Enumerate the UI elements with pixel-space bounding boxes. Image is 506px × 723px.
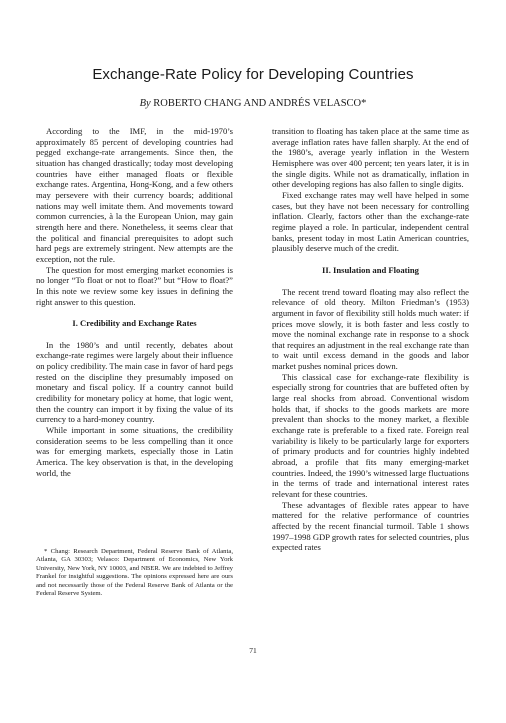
body-paragraph: Fixed exchange rates may well have helped in some cases, but they have not been necessary for controlling inflation. Clearly, factors other than the exchange-rate regime played a role. In particular, independent central banks, present today in most Latin American countries, plausibly deserve much of the credit. [272, 189, 469, 254]
body-paragraph: While important in some situations, the credibility consideration seems to be less compelling than it once was for emerging markets, especially those in Latin America. The key observation is that, in the developing world, the [36, 425, 233, 478]
right-column [272, 126, 469, 553]
footnote-text: * Chang: Research Department, Federal Reserve Bank of Atlanta, Atlanta, GA 30303; Velasco: Department of Economics, New York University, New York, NY 10003, and NBER. We are indebted to Jeffrey Frankel for insightful suggestions. The opinions expressed here are ours and not necessarily those of the Federal Reserve Bank of Atlanta or the Federal Reserve System. [36, 548, 233, 598]
body-paragraph: The recent trend toward floating may also reflect the relevance of old theory. Milton Friedman’s (1953) argument in favor of flexibility still holds much water: if prices move slowly, it is both faster and less costly to move the nominal exchange rate in response to a shock that requires an adjustment in the real exchange rate than to wait until excess demand in the goods and labor market pushes nominal prices down. [272, 286, 469, 372]
paper-title: Exchange-Rate Policy for Developing Countries [92, 66, 414, 83]
body-paragraph: These advantages of flexible rates appear to have mattered for the relative performance of countries affected by the recent financial turmoil. Table 1 shows 1997–1998 GDP growth rates for selected countries, plus expected rates [272, 499, 469, 553]
left-column [36, 126, 233, 478]
section-heading: I. Credibility and Exchange Rates [72, 318, 197, 329]
author-names: ROBERTO CHANG AND ANDRÉS VELASCO* [153, 98, 367, 109]
body-paragraph: The question for most emerging market economies is no longer “To float or not to float?” but “How to float?” In this note we review some key issues in defining the right answer to this question. [36, 264, 233, 307]
author-line [0, 98, 506, 109]
section-heading: II. Insulation and Floating [322, 264, 419, 275]
body-paragraph: According to the IMF, in the mid-1970’s approximately 85 percent of developing countries had pegged exchange-rate arrangements. Since then, the situation has changed drastically; today most developing countries have either managed floats or flexible exchange rates. Argentina, Hong-Kong, and a few others may persevere with their currency boards; additional nations may well imitate them. And movements toward common currencies, à la the European Union, may gain strength here and there. Nonetheless, it seems clear that the political and financial prerequisites to adopt such hard pegs are extremely stringent. New attempts are the exception, not the rule. [36, 126, 233, 264]
footnote [36, 548, 233, 598]
body-paragraph: This classical case for exchange-rate flexibility is especially strong for countries that are buffeted often by large real shocks from abroad. Conventional wisdom holds that, if shocks to the goods markets are more prevalent than shocks to the money market, a flexible exchange rate is preferable to a fixed rate. Foreign real variability is likely to be particularly large for exporters of primary products and for countries highly indebted abroad, a profile that fits many emerging-market countries. Indeed, the 1990’s witnessed large fluctuations in the terms of trade and international interest rates relevant for these countries. [272, 371, 469, 499]
body-paragraph: In the 1980’s and until recently, debates about exchange-rate regimes were largely about their influence on policy credibility. The main case in favor of hard pegs rested on the discipline they presumably imposed on monetary and fiscal policy. If a country cannot build credibility for monetary policy at home, that logic went, then the country can import it by fixing the value of its currency to a hard-money country. [36, 339, 233, 425]
body-paragraph: transition to floating has taken place at the same time as average inflation rates have fallen sharply. At the end of the 1980’s, average yearly inflation in the Western Hemisphere was over 400 percent; ten years later, it is in the single digits. While not as dramatically, inflation in other developing regions has also fallen to single digits. [272, 126, 469, 190]
page-number: 71 [249, 646, 257, 655]
author-by: By [139, 98, 151, 109]
